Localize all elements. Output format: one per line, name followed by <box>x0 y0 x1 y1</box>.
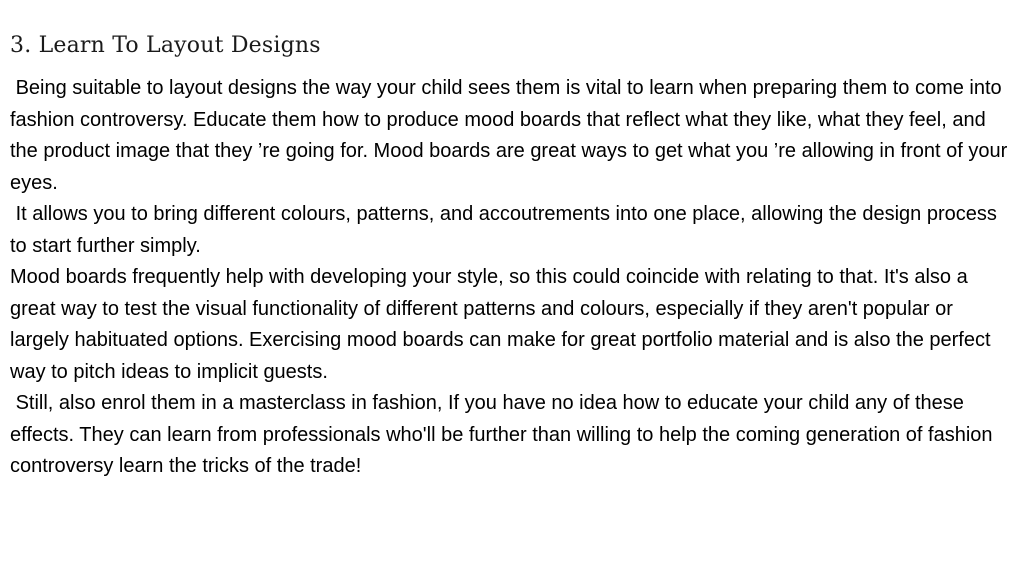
body-text <box>10 73 1013 483</box>
paragraph-1: Being suitable to layout designs the way your child sees them is vital to learn when preparing them to come into fashion controversy. Educate them how to produce mood boards that reflect what they like, what they feel, and the product image that they ’re going for. Mood boards are great ways to get what you ’re allowing in front of your eyes. <box>10 77 1013 194</box>
section-heading: 3. Learn To Layout Designs <box>10 33 321 58</box>
paragraph-2: It allows you to bring different colours, patterns, and accoutrements into one place, allowing the design process to start further simply. <box>10 203 1003 257</box>
paragraph-3: Mood boards frequently help with developing your style, so this could coincide with relating to that. It's also a great way to test the visual functionality of different patterns and colours, especially if they aren't popular or largely habituated options. Exercising mood boards can make for great portfolio material and is also the perfect way to pitch ideas to implicit guests. <box>10 266 997 383</box>
slide-content <box>10 30 1013 483</box>
paragraph-4: Still, also enrol them in a masterclass in fashion, If you have no idea how to educate your child any of these effects. They can learn from professionals who'll be further than willing to help the coming generation of fashion controversy learn the tricks of the trade! <box>10 392 999 477</box>
